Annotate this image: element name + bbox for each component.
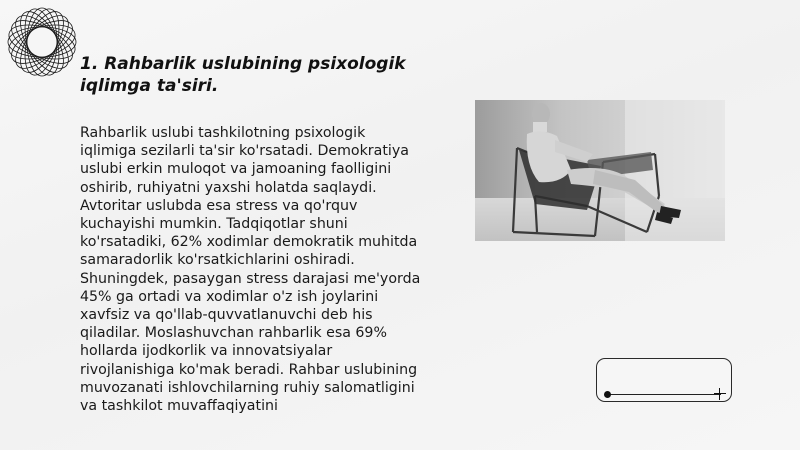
- slide-body-text: Rahbarlik uslubi tashkilotning psixologik iqlimiga sezilarli ta'sir ko'rsatadi. Demokratiya uslubi erkin muloqot va jamoaning faolligini oshirib, ruhiyatni yaxshi holatda saqlaydi. Avtoritar uslubda esa stress va qo'rquv kuchayishi mumkin. Tadqiqotlar shuni ko'rsatadiki, 62% xodimlar demokratik muhitda samaradorlik ko'rsatkichlarini oshiradi. Shuningdek, pasaygan stress darajasi me'yorda 45% ga ortadi va xodimlar o'z ish joylarini xavfsiz va qo'llab-quvvatlanuvchi deb his qiladilar. Moslashuvchan rahbarlik esa 69% hollarda ijodkorlik va innovatsiyalar rivojlanishiga ko'mak beradi. Rahbar uslubining muvozanati ishlovchilarning ruhiy salomatligini va tashkilot muvaffaqiyatini: [80, 125, 421, 415]
- plus-icon[interactable]: [714, 388, 726, 400]
- slider-track[interactable]: [607, 394, 721, 395]
- person-in-chair-photo: [475, 100, 725, 241]
- spirograph-logo-icon: [4, 4, 80, 80]
- slider-control[interactable]: [596, 358, 732, 402]
- slide-title: 1. Rahbarlik uslubining psixologik iqlimga ta'siri.: [80, 54, 406, 96]
- slider-handle-icon[interactable]: [604, 391, 611, 398]
